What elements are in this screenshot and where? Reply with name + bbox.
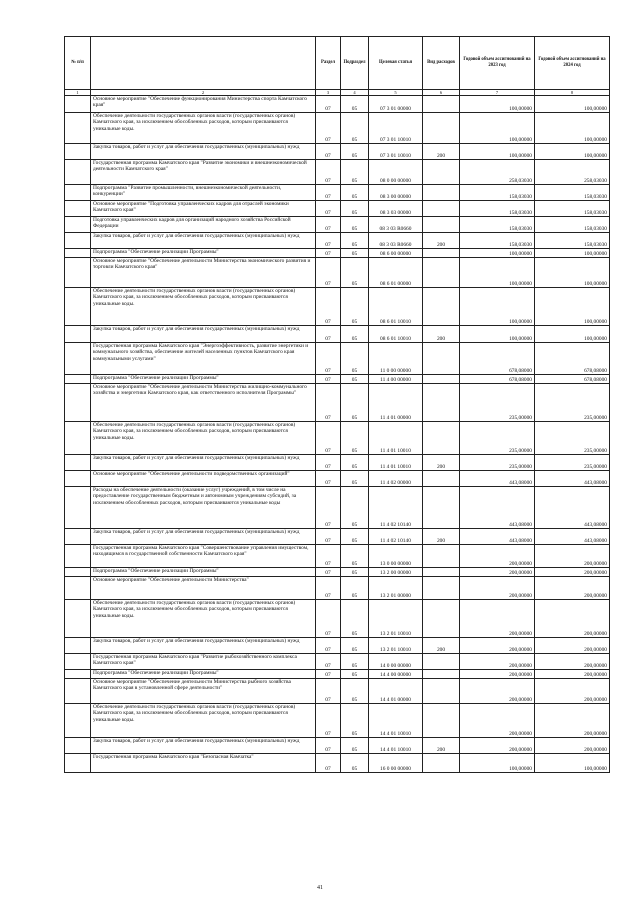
row-subsection: 05 bbox=[341, 113, 369, 144]
row-subsection: 05 bbox=[341, 654, 369, 670]
table-row bbox=[65, 343, 610, 375]
row-name: Основное мероприятие "Обеспечение деятельности Министерства экономического развития и торговли Камчатского края" bbox=[91, 258, 316, 288]
header-target-article: Целевая статья bbox=[369, 37, 423, 90]
table-row bbox=[65, 384, 610, 422]
row-number bbox=[65, 326, 91, 343]
row-amount-2024: 158,03030 bbox=[535, 185, 610, 201]
row-section: 07 bbox=[316, 654, 341, 670]
table-row bbox=[65, 754, 610, 773]
row-number bbox=[65, 455, 91, 471]
row-target-article: 11 4 00 00000 bbox=[369, 375, 423, 384]
row-section: 07 bbox=[316, 113, 341, 144]
row-amount-2024: 443,08000 bbox=[535, 529, 610, 545]
row-expense-type bbox=[423, 201, 460, 217]
row-target-article: 13 2 01 10010 bbox=[369, 600, 423, 638]
row-section: 07 bbox=[316, 529, 341, 545]
row-amount-2023: 200,00000 bbox=[460, 577, 535, 600]
row-expense-type: 200 bbox=[423, 638, 460, 654]
row-number bbox=[65, 144, 91, 160]
row-number bbox=[65, 704, 91, 738]
header-subsection: Подраздел bbox=[341, 37, 369, 90]
row-expense-type bbox=[423, 471, 460, 487]
row-amount-2024: 443,08000 bbox=[535, 487, 610, 529]
row-expense-type: 200 bbox=[423, 326, 460, 343]
row-amount-2024: 100,00000 bbox=[535, 113, 610, 144]
row-number bbox=[65, 384, 91, 422]
table-row bbox=[65, 422, 610, 455]
table-row bbox=[65, 568, 610, 577]
row-number bbox=[65, 113, 91, 144]
row-subsection: 05 bbox=[341, 326, 369, 343]
row-number bbox=[65, 545, 91, 568]
row-subsection: 05 bbox=[341, 160, 369, 185]
header-year-2023: Годовой объем ассигнований на 2023 год bbox=[460, 37, 535, 90]
row-name: Обеспечение деятельности государственных органов власти (государственных органов) Камчатского края, за исключением обособленных расходов, которым присваиваются уникальные коды. bbox=[91, 113, 316, 144]
row-number bbox=[65, 217, 91, 233]
row-amount-2024: 200,00000 bbox=[535, 670, 610, 679]
row-amount-2024: 235,00000 bbox=[535, 455, 610, 471]
row-subsection: 05 bbox=[341, 96, 369, 113]
row-amount-2024: 200,00000 bbox=[535, 545, 610, 568]
row-section: 07 bbox=[316, 754, 341, 773]
row-target-article: 07 3 01 00000 bbox=[369, 96, 423, 113]
row-amount-2023: 200,00000 bbox=[460, 670, 535, 679]
row-number bbox=[65, 185, 91, 201]
row-target-article: 14 4 01 10010 bbox=[369, 704, 423, 738]
row-amount-2023: 100,00000 bbox=[460, 113, 535, 144]
row-amount-2024: 200,00000 bbox=[535, 600, 610, 638]
row-expense-type bbox=[423, 600, 460, 638]
table-row bbox=[65, 217, 610, 233]
row-name: Подпрограмма "Обеспечение реализации Программы" bbox=[91, 249, 316, 258]
row-expense-type bbox=[423, 568, 460, 577]
header-no: № п/п bbox=[65, 37, 91, 90]
row-section: 07 bbox=[316, 679, 341, 704]
row-number bbox=[65, 738, 91, 754]
row-subsection: 05 bbox=[341, 600, 369, 638]
row-expense-type bbox=[423, 384, 460, 422]
row-subsection: 05 bbox=[341, 375, 369, 384]
table-row bbox=[65, 185, 610, 201]
header-expense-type: Вид расходов bbox=[423, 37, 460, 90]
table-row bbox=[65, 233, 610, 249]
row-name: Основное мероприятие "Обеспечение деятельности Министерства рыбного хозяйства Камчатского края в установленной сфере деятельности" bbox=[91, 679, 316, 704]
row-amount-2023: 235,00000 bbox=[460, 455, 535, 471]
row-name: Основное мероприятие "Обеспечение деятельности Министерства" bbox=[91, 577, 316, 600]
row-target-article: 08 6 01 10010 bbox=[369, 288, 423, 326]
row-expense-type bbox=[423, 343, 460, 375]
row-amount-2023: 100,00000 bbox=[460, 249, 535, 258]
row-name: Основное мероприятие "Обеспечение функционирования Министерства спорта Камчатского края" bbox=[91, 96, 316, 113]
table-row bbox=[65, 258, 610, 288]
row-number bbox=[65, 258, 91, 288]
row-number bbox=[65, 471, 91, 487]
table-row bbox=[65, 326, 610, 343]
row-amount-2023: 200,00000 bbox=[460, 654, 535, 670]
row-amount-2023: 158,03030 bbox=[460, 201, 535, 217]
row-subsection: 05 bbox=[341, 343, 369, 375]
table-row bbox=[65, 600, 610, 638]
budget-table bbox=[64, 36, 610, 773]
row-section: 07 bbox=[316, 545, 341, 568]
row-amount-2024: 200,00000 bbox=[535, 568, 610, 577]
table-row bbox=[65, 455, 610, 471]
row-section: 07 bbox=[316, 185, 341, 201]
table-row bbox=[65, 201, 610, 217]
row-expense-type bbox=[423, 185, 460, 201]
row-name: Государственная программа Камчатского края "Развитие рыбохозяйственного комплекса Камчатского края" bbox=[91, 654, 316, 670]
row-number bbox=[65, 679, 91, 704]
row-amount-2024: 100,00000 bbox=[535, 249, 610, 258]
row-expense-type bbox=[423, 670, 460, 679]
row-amount-2023: 158,03030 bbox=[460, 233, 535, 249]
row-name: Основное мероприятие "Обеспечение деятельности подведомственных организаций" bbox=[91, 471, 316, 487]
row-target-article: 13 2 00 00000 bbox=[369, 568, 423, 577]
row-expense-type bbox=[423, 754, 460, 773]
row-name: Основное мероприятие "Обеспечение деятельности Министерства жилищно-коммунального хозяйства и энергетики Камчатского края, как ответственного исполнителя Программы" bbox=[91, 384, 316, 422]
row-subsection: 05 bbox=[341, 455, 369, 471]
row-amount-2023: 100,00000 bbox=[460, 288, 535, 326]
row-number bbox=[65, 160, 91, 185]
column-number: 5 bbox=[369, 90, 423, 96]
row-amount-2023: 200,00000 bbox=[460, 545, 535, 568]
row-target-article: 11 4 01 10010 bbox=[369, 455, 423, 471]
row-section: 07 bbox=[316, 96, 341, 113]
row-target-article: 14 4 00 00000 bbox=[369, 670, 423, 679]
column-number: 2 bbox=[91, 90, 316, 96]
row-amount-2024: 235,00000 bbox=[535, 384, 610, 422]
page-number: 41 bbox=[317, 885, 323, 891]
row-name: Закупка товаров, работ и услуг для обеспечения государственных (муниципальных) нужд bbox=[91, 144, 316, 160]
column-number: 6 bbox=[423, 90, 460, 96]
row-expense-type bbox=[423, 487, 460, 529]
row-amount-2023: 100,00000 bbox=[460, 258, 535, 288]
row-name: Обеспечение деятельности государственных органов власти (государственных органов) Камчатского края, за исключением обособленных расходов, которым присваиваются уникальные коды. bbox=[91, 600, 316, 638]
row-section: 07 bbox=[316, 471, 341, 487]
table-row bbox=[65, 288, 610, 326]
row-target-article: 11 0 00 00000 bbox=[369, 343, 423, 375]
row-name: Подготовка управленческих кадров для организаций народного хозяйства Российской Федерации bbox=[91, 217, 316, 233]
row-target-article: 13 2 01 10010 bbox=[369, 638, 423, 654]
row-expense-type bbox=[423, 704, 460, 738]
row-subsection: 05 bbox=[341, 144, 369, 160]
row-subsection: 05 bbox=[341, 487, 369, 529]
row-subsection: 05 bbox=[341, 201, 369, 217]
row-amount-2024: 200,00000 bbox=[535, 679, 610, 704]
row-subsection: 05 bbox=[341, 670, 369, 679]
header-row bbox=[65, 37, 610, 90]
row-name: Закупка товаров, работ и услуг для обеспечения государственных (муниципальных) нужд bbox=[91, 455, 316, 471]
row-subsection: 05 bbox=[341, 638, 369, 654]
row-section: 07 bbox=[316, 258, 341, 288]
row-amount-2023: 200,00000 bbox=[460, 600, 535, 638]
row-number bbox=[65, 343, 91, 375]
row-target-article: 08 6 00 00000 bbox=[369, 249, 423, 258]
row-section: 07 bbox=[316, 160, 341, 185]
row-target-article: 14 4 01 10010 bbox=[369, 738, 423, 754]
row-name: Закупка товаров, работ и услуг для обеспечения государственных (муниципальных) нужд bbox=[91, 638, 316, 654]
row-amount-2024: 200,00000 bbox=[535, 577, 610, 600]
row-expense-type: 200 bbox=[423, 233, 460, 249]
row-subsection: 05 bbox=[341, 233, 369, 249]
row-subsection: 05 bbox=[341, 217, 369, 233]
table-row bbox=[65, 577, 610, 600]
row-subsection: 05 bbox=[341, 754, 369, 773]
row-subsection: 05 bbox=[341, 249, 369, 258]
row-section: 07 bbox=[316, 600, 341, 638]
row-name: Закупка товаров, работ и услуг для обеспечения государственных (муниципальных) нужд bbox=[91, 529, 316, 545]
row-target-article: 08 6 01 10010 bbox=[369, 326, 423, 343]
row-amount-2023: 443,08000 bbox=[460, 487, 535, 529]
table-row bbox=[65, 654, 610, 670]
row-amount-2023: 235,00000 bbox=[460, 384, 535, 422]
header-year-2024: Годовой объем ассигнований на 2024 год bbox=[535, 37, 610, 90]
header-section: Раздел bbox=[316, 37, 341, 90]
row-amount-2023: 100,00000 bbox=[460, 144, 535, 160]
row-amount-2024: 235,00000 bbox=[535, 422, 610, 455]
row-amount-2024: 100,00000 bbox=[535, 96, 610, 113]
row-section: 07 bbox=[316, 217, 341, 233]
row-expense-type: 200 bbox=[423, 529, 460, 545]
row-amount-2023: 443,08000 bbox=[460, 529, 535, 545]
row-section: 07 bbox=[316, 249, 341, 258]
row-amount-2023: 678,08000 bbox=[460, 375, 535, 384]
row-expense-type bbox=[423, 249, 460, 258]
table-row bbox=[65, 487, 610, 529]
row-expense-type bbox=[423, 422, 460, 455]
row-expense-type bbox=[423, 217, 460, 233]
column-number: 7 bbox=[460, 90, 535, 96]
row-section: 07 bbox=[316, 455, 341, 471]
row-section: 07 bbox=[316, 233, 341, 249]
row-number bbox=[65, 487, 91, 529]
row-name: Государственная программа Камчатского края "Совершенствование управления имуществом, находящимся в государственной собственности Камчатского края" bbox=[91, 545, 316, 568]
row-amount-2023: 200,00000 bbox=[460, 638, 535, 654]
table-row bbox=[65, 679, 610, 704]
row-amount-2023: 200,00000 bbox=[460, 704, 535, 738]
row-target-article: 08 6 01 00000 bbox=[369, 258, 423, 288]
row-expense-type bbox=[423, 160, 460, 185]
row-number bbox=[65, 375, 91, 384]
row-amount-2024: 158,03030 bbox=[535, 217, 610, 233]
row-expense-type bbox=[423, 545, 460, 568]
row-name: Основное мероприятие "Подготовка управленческих кадров для отраслей экономики Камчатского края" bbox=[91, 201, 316, 217]
row-section: 07 bbox=[316, 144, 341, 160]
row-amount-2024: 158,03030 bbox=[535, 233, 610, 249]
row-amount-2024: 200,00000 bbox=[535, 654, 610, 670]
row-amount-2024: 100,00000 bbox=[535, 754, 610, 773]
row-amount-2023: 100,00000 bbox=[460, 96, 535, 113]
row-number bbox=[65, 600, 91, 638]
table-row bbox=[65, 471, 610, 487]
row-target-article: 14 0 00 00000 bbox=[369, 654, 423, 670]
row-name: Расходы на обеспечение деятельности (оказание услуг) учреждений, в том числе на предоставление государственным бюджетным и автономным учреждениям субсидий, за исключением обособленных расходов, которым присваиваются уникальные коды bbox=[91, 487, 316, 529]
row-subsection: 05 bbox=[341, 568, 369, 577]
row-amount-2024: 443,08000 bbox=[535, 471, 610, 487]
table-row bbox=[65, 738, 610, 754]
row-section: 07 bbox=[316, 326, 341, 343]
row-name: Обеспечение деятельности государственных органов власти (государственных органов) Камчатского края, за исключением обособленных расходов, которым присваиваются уникальные коды. bbox=[91, 704, 316, 738]
row-name: Государственная программа Камчатского края "Безопасная Камчатка" bbox=[91, 754, 316, 773]
row-number bbox=[65, 529, 91, 545]
row-expense-type bbox=[423, 258, 460, 288]
row-section: 07 bbox=[316, 487, 341, 529]
row-number bbox=[65, 568, 91, 577]
column-number: 4 bbox=[341, 90, 369, 96]
row-section: 07 bbox=[316, 638, 341, 654]
row-section: 07 bbox=[316, 670, 341, 679]
row-target-article: 11 4 02 10140 bbox=[369, 529, 423, 545]
row-target-article: 08 0 00 00000 bbox=[369, 160, 423, 185]
row-number bbox=[65, 233, 91, 249]
row-amount-2024: 258,03030 bbox=[535, 160, 610, 185]
row-expense-type: 200 bbox=[423, 738, 460, 754]
row-name: Государственная программа Камчатского края "Энергоэффективность, развитие энергетики и коммунального хозяйства, обеспечение жителей населенных пунктов Камчатского края коммунальными услугами" bbox=[91, 343, 316, 375]
row-amount-2023: 158,03030 bbox=[460, 185, 535, 201]
row-amount-2024: 100,00000 bbox=[535, 288, 610, 326]
row-target-article: 07 3 01 10010 bbox=[369, 113, 423, 144]
row-expense-type bbox=[423, 577, 460, 600]
row-subsection: 05 bbox=[341, 577, 369, 600]
row-name: Закупка товаров, работ и услуг для обеспечения государственных (муниципальных) нужд bbox=[91, 326, 316, 343]
row-name: Закупка товаров, работ и услуг для обеспечения государственных (муниципальных) нужд bbox=[91, 233, 316, 249]
row-subsection: 05 bbox=[341, 258, 369, 288]
row-name: Подпрограмма "Обеспечение реализации Программы" bbox=[91, 670, 316, 679]
table-row bbox=[65, 249, 610, 258]
row-target-article: 11 4 01 00000 bbox=[369, 384, 423, 422]
row-amount-2024: 100,00000 bbox=[535, 144, 610, 160]
row-amount-2023: 258,03030 bbox=[460, 160, 535, 185]
row-section: 07 bbox=[316, 288, 341, 326]
row-number bbox=[65, 754, 91, 773]
row-number bbox=[65, 201, 91, 217]
row-amount-2024: 200,00000 bbox=[535, 738, 610, 754]
row-section: 07 bbox=[316, 577, 341, 600]
row-amount-2023: 100,00000 bbox=[460, 326, 535, 343]
row-amount-2023: 200,00000 bbox=[460, 738, 535, 754]
row-name: Подпрограмма "Обеспечение реализации Программы" bbox=[91, 375, 316, 384]
row-amount-2024: 100,00000 bbox=[535, 326, 610, 343]
table-row bbox=[65, 113, 610, 144]
row-target-article: 11 4 01 10010 bbox=[369, 422, 423, 455]
row-expense-type bbox=[423, 113, 460, 144]
row-section: 07 bbox=[316, 422, 341, 455]
row-name: Обеспечение деятельности государственных органов власти (государственных органов) Камчатского края, за исключением обособленных расходов, которым присваиваются уникальные коды. bbox=[91, 422, 316, 455]
table-row bbox=[65, 529, 610, 545]
row-target-article: 13 2 01 00000 bbox=[369, 577, 423, 600]
row-section: 07 bbox=[316, 375, 341, 384]
column-number: 8 bbox=[535, 90, 610, 96]
row-subsection: 05 bbox=[341, 288, 369, 326]
row-subsection: 05 bbox=[341, 185, 369, 201]
table-row bbox=[65, 638, 610, 654]
table-row bbox=[65, 670, 610, 679]
row-amount-2023: 100,00000 bbox=[460, 754, 535, 773]
row-name: Подпрограмма "Развитие промышленности, внешнеэкономической деятельности, конкуренции" bbox=[91, 185, 316, 201]
row-amount-2024: 200,00000 bbox=[535, 704, 610, 738]
row-number bbox=[65, 577, 91, 600]
row-name: Обеспечение деятельности государственных органов власти (государственных органов) Камчатского края, за исключением обособленных расходов, которым присваиваются уникальные коды. bbox=[91, 288, 316, 326]
row-number bbox=[65, 422, 91, 455]
row-amount-2023: 158,03030 bbox=[460, 217, 535, 233]
table-row bbox=[65, 96, 610, 113]
header-name bbox=[91, 37, 316, 90]
row-target-article: 07 3 01 10010 bbox=[369, 144, 423, 160]
row-number bbox=[65, 288, 91, 326]
row-target-article: 08 3 03 00000 bbox=[369, 201, 423, 217]
row-subsection: 05 bbox=[341, 679, 369, 704]
row-section: 07 bbox=[316, 201, 341, 217]
table-row bbox=[65, 160, 610, 185]
row-section: 07 bbox=[316, 343, 341, 375]
row-target-article: 08 3 00 00000 bbox=[369, 185, 423, 201]
column-number: 3 bbox=[316, 90, 341, 96]
row-number bbox=[65, 638, 91, 654]
row-target-article: 11 4 02 00000 bbox=[369, 471, 423, 487]
row-amount-2024: 678,08000 bbox=[535, 343, 610, 375]
row-amount-2024: 158,03030 bbox=[535, 201, 610, 217]
row-expense-type: 200 bbox=[423, 455, 460, 471]
row-expense-type bbox=[423, 654, 460, 670]
row-subsection: 05 bbox=[341, 738, 369, 754]
row-target-article: 13 0 00 00000 bbox=[369, 545, 423, 568]
row-number bbox=[65, 654, 91, 670]
row-amount-2023: 235,00000 bbox=[460, 422, 535, 455]
row-subsection: 05 bbox=[341, 471, 369, 487]
row-subsection: 05 bbox=[341, 545, 369, 568]
row-name: Государственная программа Камчатского края "Развитие экономики и внешнеэкономической деятельности Камчатского края" bbox=[91, 160, 316, 185]
column-number: 1 bbox=[65, 90, 91, 96]
row-section: 07 bbox=[316, 568, 341, 577]
row-target-article: 16 0 00 00000 bbox=[369, 754, 423, 773]
row-target-article: 08 3 03 R0660 bbox=[369, 233, 423, 249]
table-body bbox=[65, 96, 610, 773]
table-row bbox=[65, 545, 610, 568]
table-row bbox=[65, 144, 610, 160]
row-expense-type: 200 bbox=[423, 144, 460, 160]
table-row bbox=[65, 375, 610, 384]
row-name: Подпрограмма "Обеспечение реализации Программы" bbox=[91, 568, 316, 577]
row-amount-2023: 200,00000 bbox=[460, 568, 535, 577]
row-amount-2024: 678,08000 bbox=[535, 375, 610, 384]
row-expense-type bbox=[423, 288, 460, 326]
row-number bbox=[65, 249, 91, 258]
row-section: 07 bbox=[316, 738, 341, 754]
table-row bbox=[65, 704, 610, 738]
row-subsection: 05 bbox=[341, 422, 369, 455]
row-section: 07 bbox=[316, 384, 341, 422]
row-amount-2023: 678,08000 bbox=[460, 343, 535, 375]
row-amount-2024: 200,00000 bbox=[535, 638, 610, 654]
row-target-article: 08 3 03 R0660 bbox=[369, 217, 423, 233]
row-name: Закупка товаров, работ и услуг для обеспечения государственных (муниципальных) нужд bbox=[91, 738, 316, 754]
row-expense-type bbox=[423, 96, 460, 113]
row-subsection: 05 bbox=[341, 529, 369, 545]
row-number bbox=[65, 96, 91, 113]
row-subsection: 05 bbox=[341, 384, 369, 422]
row-target-article: 14 4 01 00000 bbox=[369, 679, 423, 704]
row-target-article: 11 4 02 10140 bbox=[369, 487, 423, 529]
row-amount-2023: 200,00000 bbox=[460, 679, 535, 704]
row-expense-type bbox=[423, 679, 460, 704]
row-subsection: 05 bbox=[341, 704, 369, 738]
row-amount-2023: 443,08000 bbox=[460, 471, 535, 487]
row-expense-type bbox=[423, 375, 460, 384]
row-number bbox=[65, 670, 91, 679]
row-section: 07 bbox=[316, 704, 341, 738]
row-amount-2024: 100,00000 bbox=[535, 258, 610, 288]
